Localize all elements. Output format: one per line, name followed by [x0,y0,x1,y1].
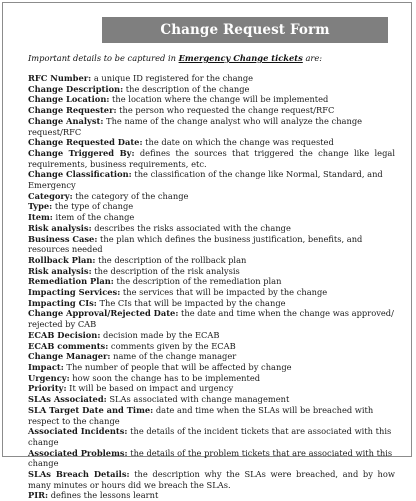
field-description: the person who requested the change request/RFC [116,105,335,116]
field-label: SLAs Associated: [28,394,107,405]
field-item [28,191,395,202]
field-label: Change Requester: [28,105,117,116]
field-item [28,373,395,384]
field-label: Change Requested Date: [28,137,143,148]
field-label: RFC Number: [28,73,92,83]
field-item [28,308,395,329]
field-item [28,94,395,105]
field-label: Associated Incidents: [28,426,128,437]
field-item [28,298,395,309]
field-description: the location where the change will be implemented [109,94,329,105]
field-description: the description of the remediation plan [113,276,282,287]
field-item [28,287,395,298]
field-label: SLA Target Date and Time: [28,404,154,415]
field-label: Item: [28,212,53,223]
field-label: Change Analyst: [28,115,104,126]
field-description: the classification of the change like Normal, Standard, and Emergency [28,169,383,191]
field-item [28,448,395,469]
field-item [28,234,395,255]
field-description: name of the change manager [110,351,237,362]
field-item [28,116,395,137]
field-item [28,266,395,277]
field-item [28,276,395,287]
intro-suffix: are: [302,53,323,63]
field-description: the description why the SLAs were breached, and by how many minutes or hours did we breach the SLAs. [28,469,395,490]
field-label: Risk analysis: [28,265,92,276]
title-banner [102,17,388,43]
field-label: ECAB comments: [28,340,109,351]
field-label: Change Manager: [28,351,111,362]
field-label: ECAB Decision: [28,329,101,340]
field-item [28,105,395,116]
field-label: Change Approval/Rejected Date: [28,308,179,319]
field-item [28,212,395,223]
field-item [28,255,395,266]
field-description: defines the sources that triggered the change like legal requirements, business requirements, etc. [28,147,395,169]
field-item [28,394,395,405]
field-label: Urgency: [28,372,70,383]
field-description: It will be based on impact and urgency [66,383,234,394]
field-label: Change Location: [28,94,110,105]
field-description: the services that will be impacted by the change [120,287,328,298]
field-label: PIR: [28,490,49,501]
intro-text [28,53,322,63]
field-item [28,201,395,212]
field-item [28,137,395,148]
field-item [28,330,395,341]
field-label: Priority: [28,383,67,394]
field-description: decision made by the ECAB [100,329,220,340]
document-page [2,2,412,501]
field-description: SLAs associated with change management [106,394,290,405]
field-description: the description of the rollback plan [95,254,247,265]
field-description: the date on which the change was requested [142,137,334,148]
field-description: defines the lessons learnt [48,490,159,501]
field-label: Impacting Services: [28,287,121,298]
field-description: the plan which defines the business justification, benefits, and resources needed [28,233,363,255]
field-item [28,73,395,84]
field-label: Rollback Plan: [28,254,96,265]
field-item [28,351,395,362]
field-label: Associated Problems: [28,447,128,458]
field-item [28,362,395,373]
field-description: the category of the change [72,190,189,201]
field-item [28,148,395,169]
field-description: how soon the change has to be implemented [69,372,261,383]
field-label: Change Triggered By: [28,147,135,158]
field-item [28,426,395,447]
field-description: describes the risks associated with the change [91,222,291,233]
field-item [28,490,395,501]
field-label: Business Case: [28,233,98,244]
field-description: item of the change [52,212,135,223]
field-item [28,84,395,95]
field-label: Impacting CIs: [28,297,97,308]
field-description: comments given by the ECAB [108,340,236,351]
field-label: SLAs Breach Details: [28,469,130,480]
field-label: Type: [28,201,53,212]
field-list [28,73,395,501]
field-description: date and time when the SLAs will be breached with respect to the change [28,404,374,426]
field-item [28,383,395,394]
field-label: Impact: [28,361,64,372]
field-description: the description of the change [123,83,250,94]
field-description: the date and time when the change was approved/ rejected by CAB [28,308,394,330]
field-description: the description of the risk analysis [91,265,240,276]
field-description: a unique ID registered for the change [91,73,254,83]
field-item [28,405,395,426]
field-label: Change Description: [28,83,124,94]
field-label: Risk analysis: [28,222,92,233]
field-description: the type of change [52,201,134,212]
field-label: Remediation Plan: [28,276,114,287]
field-description: the details of the problem tickets that are associated with this change [28,447,393,469]
field-item [28,341,395,352]
field-description: The CIs that will be impacted by the change [96,297,286,308]
field-item [28,223,395,234]
page-title: Change Request Form [160,22,330,38]
field-description: The number of people that will be affected by change [63,361,292,372]
field-label: Change Classification: [28,169,132,180]
field-item [28,469,395,490]
intro-prefix: Important details to be captured in [28,53,179,63]
field-description: The name of the change analyst who will analyze the change request/RFC [28,115,363,137]
intro-emphasis: Emergency Change tickets [178,53,303,63]
field-label: Category: [28,190,73,201]
field-description: the details of the incident tickets that are associated with this change [28,426,392,447]
field-item [28,169,395,190]
